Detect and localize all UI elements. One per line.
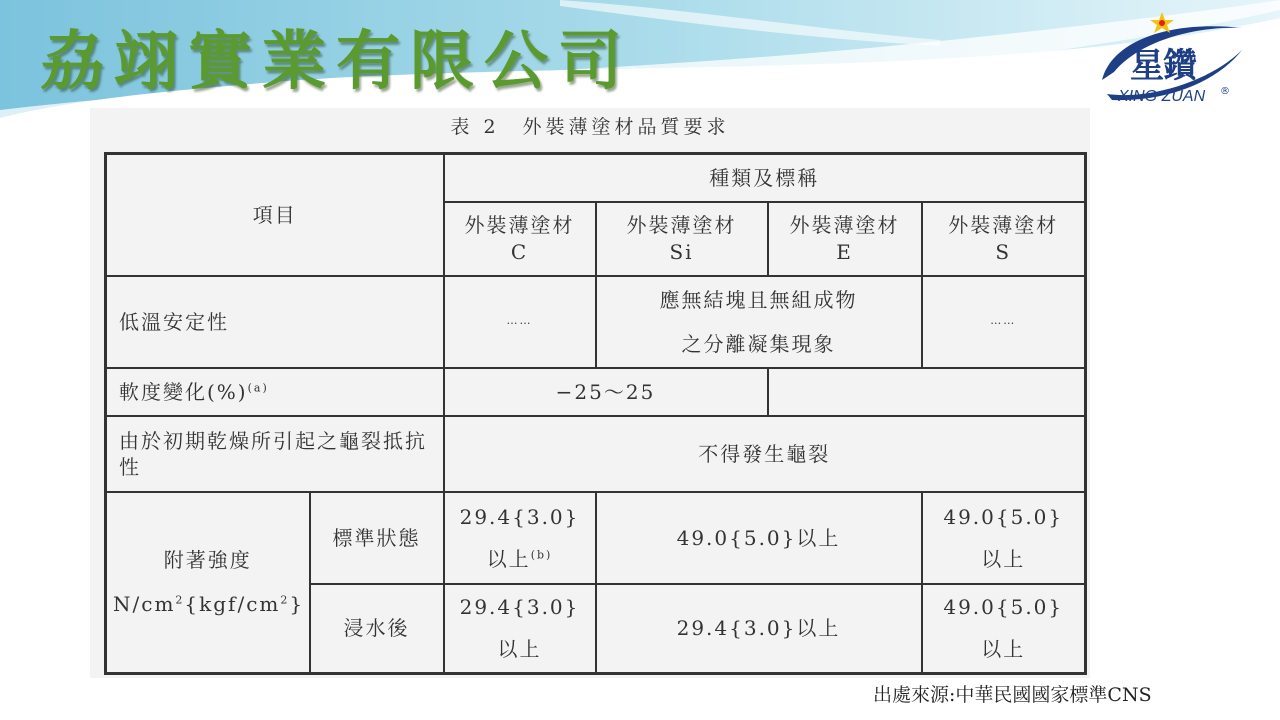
note-marker: (a) — [247, 380, 269, 394]
immersion-mid: 29.4{3.0}以上 — [596, 584, 922, 674]
requirement-line: 應無結塊且無組成物 — [659, 287, 858, 312]
low-temp-c: …… — [444, 276, 596, 368]
type-code: Si — [669, 239, 694, 264]
document-scan — [90, 108, 1090, 678]
logo-text-en: XING ZUAN — [1118, 88, 1206, 105]
row-label-text: 附著強度 — [163, 548, 252, 573]
table-caption: 表 2 外裝薄塗材品質要求 — [450, 116, 730, 138]
type-header-s — [922, 202, 1086, 276]
logo-registered-mark: ® — [1220, 86, 1230, 97]
type-code: S — [995, 239, 1012, 264]
unit-text: } — [289, 592, 305, 617]
value-line: 29.4{3.0} — [459, 504, 580, 529]
logo-text-cn: 星鑽 — [1130, 46, 1196, 86]
type-header-e — [768, 202, 922, 276]
header-item-cell: 項目 — [106, 154, 444, 276]
adhesion-unit — [113, 592, 304, 616]
type-code: E — [836, 239, 853, 264]
softness-value: −25～25 — [444, 368, 768, 416]
sublabel-standard: 標準狀態 — [310, 492, 444, 584]
immersion-s — [922, 584, 1086, 674]
type-name: 外裝薄塗材 — [789, 212, 900, 237]
superscript: 2 — [280, 593, 290, 607]
crack-requirement: 不得發生龜裂 — [444, 416, 1086, 492]
type-header-c — [444, 202, 596, 276]
superscript: 2 — [175, 593, 185, 607]
value-line: 以上 — [981, 637, 1026, 662]
low-temp-requirement — [596, 276, 922, 368]
company-name: 劦翊實業有限公司 — [40, 25, 632, 99]
standard-mid: 49.0{5.0}以上 — [596, 492, 922, 584]
value-line: 29.4{3.0} — [459, 595, 580, 620]
type-name: 外裝薄塗材 — [464, 212, 575, 237]
brand-logo — [1092, 10, 1252, 120]
value-line: 49.0{5.0} — [943, 595, 1064, 620]
type-code: C — [510, 239, 529, 264]
row-label-crack: 由於初期乾燥所引起之龜裂抵抗性 — [106, 416, 444, 492]
quality-requirements-table — [104, 152, 1087, 675]
sublabel-immersion: 浸水後 — [310, 584, 444, 674]
low-temp-s: …… — [922, 276, 1086, 368]
header-type-group: 種類及標稱 — [444, 154, 1086, 202]
requirement-line: 之分離凝集現象 — [681, 331, 836, 356]
value-line: 以上 — [486, 546, 531, 571]
standard-s — [922, 492, 1086, 584]
type-header-si — [596, 202, 768, 276]
unit-text: {kgf/cm — [184, 592, 281, 617]
unit-text: N/cm — [113, 592, 176, 617]
type-name: 外裝薄塗材 — [626, 212, 737, 237]
value-line: 49.0{5.0} — [943, 504, 1064, 529]
row-label-adhesion — [106, 492, 310, 674]
immersion-c — [444, 584, 596, 674]
row-label-text: 軟度變化(%) — [119, 379, 248, 404]
row-label-low-temp: 低溫安定性 — [106, 276, 444, 368]
note-marker: (b) — [530, 547, 553, 561]
softness-blank — [768, 368, 1086, 416]
type-name: 外裝薄塗材 — [948, 212, 1059, 237]
value-line: 以上 — [981, 546, 1026, 571]
value-line: 以上 — [497, 637, 542, 662]
standard-c — [444, 492, 596, 584]
source-citation: 出處來源:中華民國國家標準CNS — [873, 684, 1152, 706]
row-label-softness — [106, 368, 444, 416]
